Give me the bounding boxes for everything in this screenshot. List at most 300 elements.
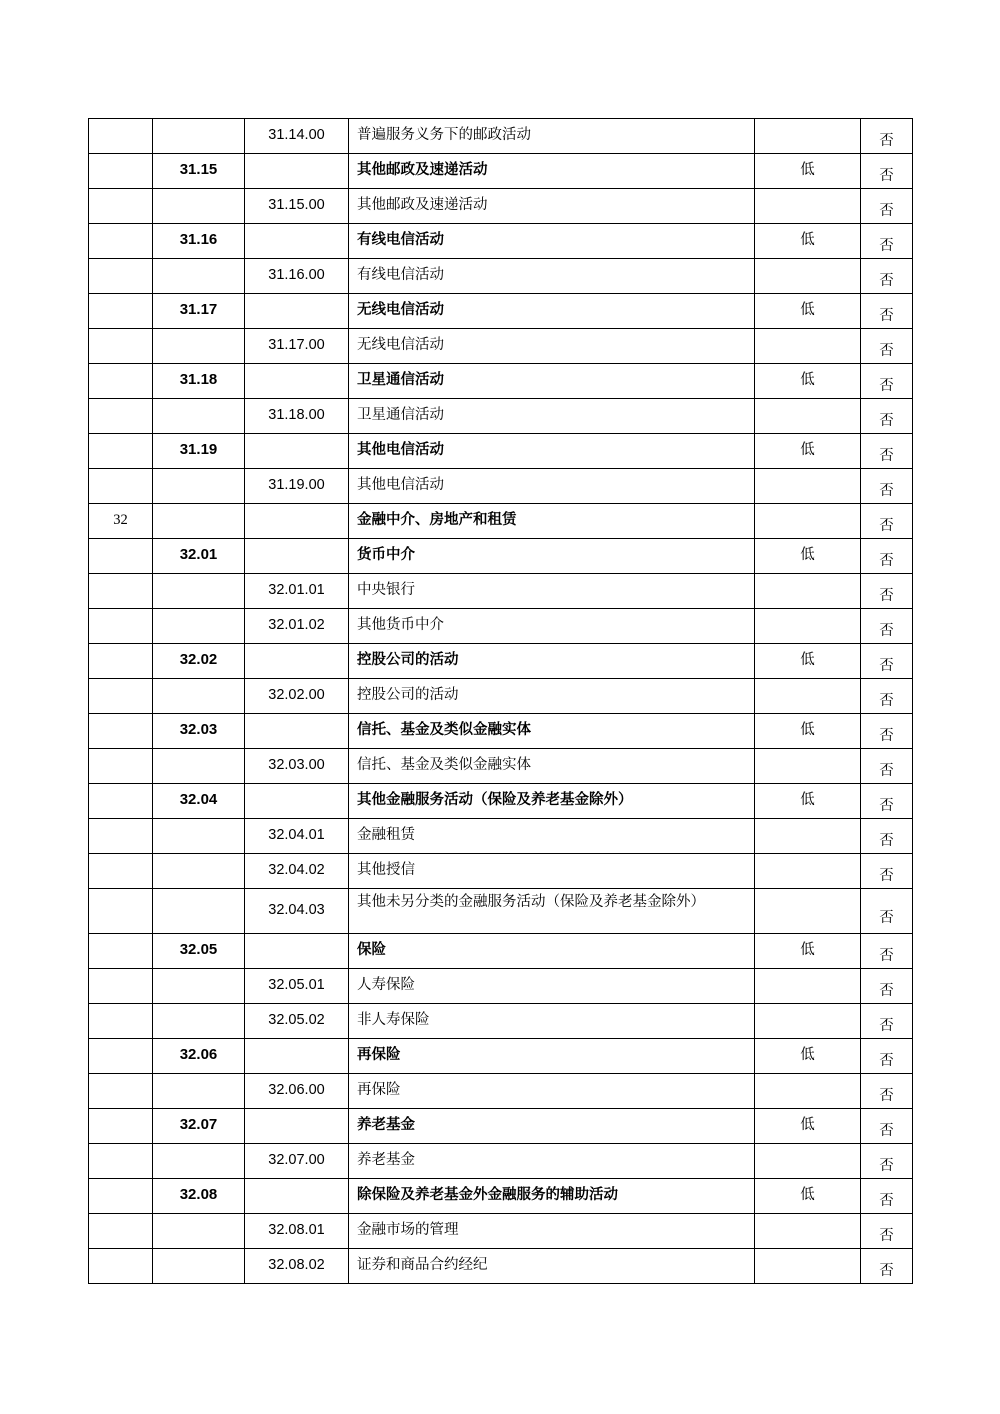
cell-flag	[861, 889, 913, 934]
cell-section-text	[89, 889, 152, 923]
cell-section	[89, 749, 153, 784]
cell-section-text	[89, 644, 152, 678]
cell-name	[349, 609, 755, 644]
cell-division-text	[153, 679, 244, 713]
cell-risk-text	[755, 1144, 860, 1178]
cell-name-text: 证券和商品合约经纪	[357, 1257, 488, 1273]
cell-risk	[755, 854, 861, 889]
cell-name-text: 货币中介	[357, 547, 415, 563]
cell-flag-text: 否	[879, 1158, 894, 1174]
cell-name	[349, 749, 755, 784]
cell-division	[153, 1074, 245, 1109]
cell-flag-text: 否	[879, 728, 894, 744]
cell-division	[153, 1179, 245, 1214]
cell-flag-text: 否	[879, 1263, 894, 1279]
cell-flag-text: 否	[879, 1193, 894, 1209]
table-row	[89, 1004, 913, 1039]
cell-group-text	[245, 714, 348, 748]
cell-name-text: 人寿保险	[357, 977, 415, 993]
cell-section	[89, 714, 153, 749]
cell-division	[153, 784, 245, 819]
cell-name-text: 卫星通信活动	[357, 372, 444, 388]
cell-flag	[861, 119, 913, 154]
cell-name-text: 控股公司的活动	[357, 652, 459, 668]
cell-name-text: 养老基金	[357, 1117, 415, 1133]
cell-group	[245, 399, 349, 434]
cell-risk	[755, 259, 861, 294]
cell-risk	[755, 1249, 861, 1284]
cell-section	[89, 119, 153, 154]
cell-section-text	[89, 854, 152, 888]
table-body	[89, 119, 913, 1284]
cell-section	[89, 1074, 153, 1109]
cell-flag	[861, 969, 913, 1004]
cell-group-text	[245, 224, 348, 258]
cell-group	[245, 1214, 349, 1249]
cell-risk-text	[755, 609, 860, 643]
cell-division-text: 32.08	[179, 1186, 218, 1203]
cell-division	[153, 1109, 245, 1144]
cell-flag	[861, 644, 913, 679]
cell-flag-text: 否	[879, 133, 894, 149]
cell-name-text: 中央银行	[357, 582, 415, 598]
cell-group-text: 32.04.01	[268, 827, 325, 843]
cell-division	[153, 609, 245, 644]
cell-section-text	[89, 784, 152, 818]
cell-flag-text: 否	[879, 1088, 894, 1104]
cell-flag	[861, 819, 913, 854]
cell-name	[349, 934, 755, 969]
cell-name-text: 再保险	[357, 1047, 401, 1063]
cell-risk	[755, 1144, 861, 1179]
cell-section	[89, 539, 153, 574]
cell-section-text	[89, 1249, 152, 1283]
cell-section	[89, 154, 153, 189]
cell-name-text: 有线电信活动	[357, 267, 444, 283]
cell-name-text: 其他金融服务活动（保险及养老基金除外）	[357, 792, 633, 808]
cell-risk-text	[755, 504, 860, 538]
cell-section	[89, 399, 153, 434]
cell-risk	[755, 224, 861, 259]
cell-flag-text: 否	[879, 658, 894, 674]
cell-risk-text: 低	[800, 792, 815, 808]
cell-section	[89, 1039, 153, 1074]
cell-name	[349, 259, 755, 294]
cell-group-text	[245, 1109, 348, 1143]
cell-name	[349, 1214, 755, 1249]
cell-name	[349, 539, 755, 574]
cell-name	[349, 1249, 755, 1284]
cell-flag	[861, 539, 913, 574]
cell-risk	[755, 329, 861, 364]
cell-group	[245, 504, 349, 539]
cell-section	[89, 679, 153, 714]
cell-risk-text: 低	[800, 162, 815, 178]
cell-division	[153, 749, 245, 784]
cell-risk-text: 低	[800, 652, 815, 668]
table-row	[89, 609, 913, 644]
cell-name-text: 除保险及养老基金外金融服务的辅助活动	[357, 1187, 618, 1203]
cell-group	[245, 934, 349, 969]
cell-risk	[755, 1109, 861, 1144]
cell-division-text	[153, 329, 244, 363]
cell-division	[153, 119, 245, 154]
cell-risk-text	[755, 854, 860, 888]
cell-flag-text: 否	[879, 588, 894, 604]
cell-name	[349, 969, 755, 1004]
table-row	[89, 259, 913, 294]
cell-section-text	[89, 469, 152, 503]
cell-risk-text	[755, 819, 860, 853]
cell-flag	[861, 224, 913, 259]
cell-group-text: 31.18.00	[268, 407, 325, 423]
cell-division	[153, 679, 245, 714]
cell-section-text	[89, 189, 152, 223]
cell-section-text	[89, 1039, 152, 1073]
cell-risk-text	[755, 889, 860, 923]
cell-name	[349, 434, 755, 469]
cell-division	[153, 1249, 245, 1284]
cell-division-text	[153, 1144, 244, 1178]
cell-division-text: 32.06	[179, 1046, 218, 1063]
cell-risk	[755, 399, 861, 434]
cell-group-text: 32.04.02	[268, 862, 325, 878]
cell-division	[153, 1039, 245, 1074]
table-row	[89, 434, 913, 469]
cell-division	[153, 854, 245, 889]
cell-risk	[755, 749, 861, 784]
cell-risk-text: 低	[800, 232, 815, 248]
cell-group	[245, 609, 349, 644]
cell-name	[349, 504, 755, 539]
cell-risk-text	[755, 969, 860, 1003]
cell-section-text	[89, 119, 152, 153]
cell-group-text: 32.04.03	[268, 902, 325, 918]
cell-risk-text: 低	[800, 942, 815, 958]
cell-group	[245, 364, 349, 399]
cell-section	[89, 889, 153, 934]
cell-section-text: 32	[113, 512, 128, 528]
cell-risk-text: 低	[800, 1187, 815, 1203]
cell-group	[245, 119, 349, 154]
table-row	[89, 644, 913, 679]
cell-division	[153, 969, 245, 1004]
cell-section-text	[89, 539, 152, 573]
cell-name	[349, 294, 755, 329]
cell-flag-text: 否	[879, 378, 894, 394]
table-row	[89, 364, 913, 399]
table-row	[89, 1074, 913, 1109]
cell-group-text	[245, 154, 348, 188]
cell-group	[245, 714, 349, 749]
cell-name-text: 无线电信活动	[357, 302, 444, 318]
cell-division	[153, 1144, 245, 1179]
cell-group-text: 31.17.00	[268, 337, 325, 353]
table-row	[89, 294, 913, 329]
cell-section	[89, 934, 153, 969]
cell-risk-text: 低	[800, 547, 815, 563]
cell-flag	[861, 1004, 913, 1039]
cell-group-text: 32.01.02	[268, 617, 325, 633]
cell-division-text	[153, 749, 244, 783]
cell-group	[245, 819, 349, 854]
cell-risk	[755, 539, 861, 574]
cell-flag-text: 否	[879, 693, 894, 709]
cell-risk-text	[755, 749, 860, 783]
cell-division	[153, 259, 245, 294]
cell-division	[153, 399, 245, 434]
cell-section	[89, 1214, 153, 1249]
cell-name	[349, 364, 755, 399]
cell-flag	[861, 854, 913, 889]
cell-group-text: 31.16.00	[268, 267, 325, 283]
cell-risk	[755, 294, 861, 329]
cell-group	[245, 1004, 349, 1039]
cell-division-text	[153, 1214, 244, 1248]
cell-flag-text: 否	[879, 910, 894, 926]
cell-section-text	[89, 224, 152, 258]
cell-flag	[861, 934, 913, 969]
cell-risk	[755, 504, 861, 539]
cell-group	[245, 259, 349, 294]
cell-division-text: 32.04	[179, 791, 218, 808]
cell-division-text	[153, 399, 244, 433]
cell-risk-text	[755, 1249, 860, 1283]
cell-name-text: 信托、基金及类似金融实体	[357, 757, 531, 773]
cell-flag-text: 否	[879, 203, 894, 219]
table-row	[89, 189, 913, 224]
cell-name	[349, 1109, 755, 1144]
cell-group-text	[245, 934, 348, 968]
cell-name-text: 其他电信活动	[357, 477, 444, 493]
cell-division	[153, 889, 245, 934]
cell-risk	[755, 1039, 861, 1074]
cell-flag-text: 否	[879, 168, 894, 184]
cell-section	[89, 329, 153, 364]
table-row	[89, 399, 913, 434]
cell-section-text	[89, 1109, 152, 1143]
cell-flag-text: 否	[879, 798, 894, 814]
cell-flag	[861, 609, 913, 644]
cell-section-text	[89, 294, 152, 328]
cell-risk	[755, 934, 861, 969]
cell-risk	[755, 609, 861, 644]
table-row	[89, 329, 913, 364]
cell-name	[349, 679, 755, 714]
cell-division	[153, 154, 245, 189]
cell-group	[245, 154, 349, 189]
table-row	[89, 854, 913, 889]
cell-group	[245, 969, 349, 1004]
cell-group	[245, 574, 349, 609]
cell-division-text	[153, 819, 244, 853]
cell-flag-text: 否	[879, 763, 894, 779]
cell-flag	[861, 504, 913, 539]
cell-risk-text	[755, 399, 860, 433]
cell-name-text: 保险	[357, 942, 386, 958]
cell-name-text: 其他授信	[357, 862, 415, 878]
cell-name	[349, 644, 755, 679]
cell-section-text	[89, 969, 152, 1003]
cell-name	[349, 714, 755, 749]
cell-name	[349, 1039, 755, 1074]
cell-flag	[861, 574, 913, 609]
cell-section	[89, 644, 153, 679]
cell-risk-text	[755, 1074, 860, 1108]
cell-division-text	[153, 469, 244, 503]
cell-risk-text	[755, 189, 860, 223]
cell-section-text	[89, 1004, 152, 1038]
cell-risk-text	[755, 119, 860, 153]
cell-group	[245, 644, 349, 679]
cell-name-text: 养老基金	[357, 1152, 415, 1168]
cell-section	[89, 819, 153, 854]
cell-division-text: 32.07	[179, 1116, 218, 1133]
cell-risk-text	[755, 259, 860, 293]
cell-risk	[755, 969, 861, 1004]
cell-section-text	[89, 609, 152, 643]
cell-flag	[861, 1249, 913, 1284]
cell-name	[349, 469, 755, 504]
cell-name	[349, 854, 755, 889]
cell-risk	[755, 819, 861, 854]
cell-section-text	[89, 329, 152, 363]
cell-section	[89, 969, 153, 1004]
cell-name-text: 有线电信活动	[357, 232, 444, 248]
cell-group-text: 31.15.00	[268, 197, 325, 213]
cell-division	[153, 329, 245, 364]
cell-name	[349, 119, 755, 154]
cell-division-text	[153, 189, 244, 223]
cell-group	[245, 224, 349, 259]
table-row	[89, 154, 913, 189]
cell-risk-text: 低	[800, 722, 815, 738]
cell-group-text	[245, 784, 348, 818]
cell-section	[89, 854, 153, 889]
cell-section-text	[89, 364, 152, 398]
cell-group	[245, 294, 349, 329]
cell-name-text: 金融市场的管理	[357, 1222, 459, 1238]
cell-division	[153, 644, 245, 679]
cell-division-text	[153, 1249, 244, 1283]
cell-name	[349, 784, 755, 819]
cell-risk-text: 低	[800, 442, 815, 458]
cell-risk-text	[755, 469, 860, 503]
cell-name	[349, 1179, 755, 1214]
cell-name	[349, 1004, 755, 1039]
cell-division	[153, 469, 245, 504]
cell-risk-text	[755, 574, 860, 608]
cell-flag	[861, 679, 913, 714]
cell-group	[245, 1179, 349, 1214]
cell-section-text	[89, 259, 152, 293]
cell-section-text	[89, 434, 152, 468]
cell-group-text: 32.07.00	[268, 1152, 325, 1168]
table-row	[89, 119, 913, 154]
cell-flag	[861, 189, 913, 224]
cell-group	[245, 784, 349, 819]
cell-flag-text: 否	[879, 413, 894, 429]
cell-group-text: 32.08.01	[268, 1222, 325, 1238]
cell-division-text	[153, 259, 244, 293]
cell-flag	[861, 259, 913, 294]
cell-division	[153, 574, 245, 609]
cell-group	[245, 679, 349, 714]
cell-section	[89, 784, 153, 819]
cell-flag-text: 否	[879, 948, 894, 964]
cell-group	[245, 1074, 349, 1109]
cell-risk-text	[755, 329, 860, 363]
cell-section	[89, 364, 153, 399]
cell-name-text: 金融租赁	[357, 827, 415, 843]
table-row	[89, 784, 913, 819]
cell-section	[89, 434, 153, 469]
table-row	[89, 1144, 913, 1179]
cell-flag-text: 否	[879, 1228, 894, 1244]
table-row	[89, 539, 913, 574]
table-row	[89, 1039, 913, 1074]
cell-name	[349, 224, 755, 259]
cell-group-text	[245, 539, 348, 573]
cell-division-text: 31.19	[179, 441, 218, 458]
cell-group-text	[245, 434, 348, 468]
cell-name	[349, 154, 755, 189]
cell-flag-text: 否	[879, 1053, 894, 1069]
cell-flag-text: 否	[879, 518, 894, 534]
cell-risk	[755, 1214, 861, 1249]
cell-section-text	[89, 1074, 152, 1108]
cell-division	[153, 294, 245, 329]
cell-section	[89, 1004, 153, 1039]
cell-division	[153, 714, 245, 749]
cell-flag-text: 否	[879, 623, 894, 639]
cell-risk	[755, 119, 861, 154]
cell-name-text: 其他邮政及速递活动	[357, 197, 488, 213]
cell-group-text: 32.06.00	[268, 1082, 325, 1098]
cell-flag-text: 否	[879, 308, 894, 324]
table-row	[89, 969, 913, 1004]
cell-risk	[755, 714, 861, 749]
cell-division	[153, 364, 245, 399]
cell-division-text	[153, 1074, 244, 1108]
cell-flag	[861, 294, 913, 329]
cell-name-text: 其他未另分类的金融服务活动（保险及养老基金除外）	[357, 894, 705, 910]
cell-section	[89, 224, 153, 259]
cell-section	[89, 259, 153, 294]
cell-name	[349, 1144, 755, 1179]
cell-flag	[861, 469, 913, 504]
classification-table	[88, 118, 913, 1284]
table-row	[89, 1179, 913, 1214]
cell-section-text	[89, 399, 152, 433]
cell-risk	[755, 1179, 861, 1214]
cell-flag	[861, 399, 913, 434]
cell-division-text: 32.03	[179, 721, 218, 738]
cell-division-text	[153, 854, 244, 888]
cell-risk	[755, 679, 861, 714]
cell-flag-text: 否	[879, 273, 894, 289]
cell-flag-text: 否	[879, 983, 894, 999]
cell-section	[89, 189, 153, 224]
cell-name	[349, 329, 755, 364]
cell-group	[245, 889, 349, 934]
cell-division-text: 31.17	[179, 301, 218, 318]
cell-group	[245, 749, 349, 784]
cell-group-text	[245, 504, 348, 538]
cell-flag-text: 否	[879, 343, 894, 359]
cell-division-text	[153, 119, 244, 153]
cell-flag-text: 否	[879, 553, 894, 569]
